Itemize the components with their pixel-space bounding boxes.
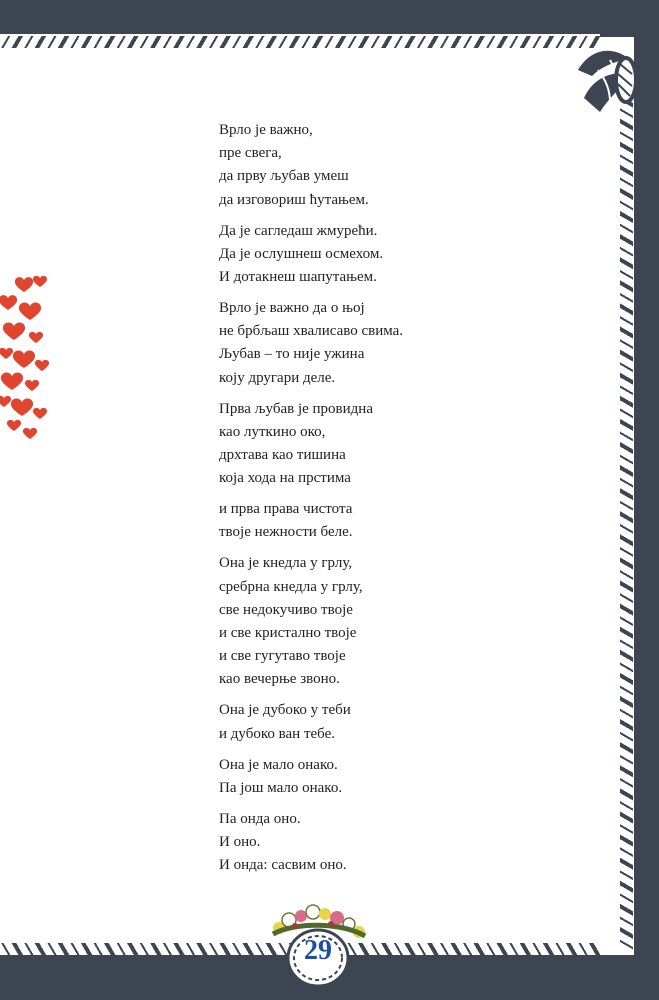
stanza	[219, 552, 539, 691]
poem-line: Прва љубав је провидна	[219, 400, 373, 417]
stanza	[219, 699, 539, 745]
poem-line: која хода на прстима	[219, 470, 351, 487]
stanza	[219, 808, 539, 878]
stanza	[219, 220, 539, 290]
poem-line: пре свега,	[219, 145, 282, 162]
poem-line: да изговориш ћутањем.	[219, 191, 369, 208]
poem-line: Љубав – то није ужина	[219, 346, 365, 363]
poem-text	[219, 119, 539, 885]
poem-line: и све гугутаво твоје	[219, 648, 346, 665]
poem-line: И онда: сасвим оно.	[219, 857, 347, 874]
poem-line: Она је мало онако.	[219, 756, 338, 773]
poem-line: Она је кнедла у грлу,	[219, 555, 353, 572]
poem-line: Врло је важно да о њој	[219, 300, 365, 317]
rope-border-top	[0, 34, 600, 48]
poem-line: све недокучиво твоје	[219, 601, 353, 618]
poem-line: као луткино око,	[219, 423, 326, 440]
poem-line: не брбљаш хвалисаво свима.	[219, 323, 404, 340]
poem-line: Па онда оно.	[219, 810, 301, 827]
poem-line: коју другари деле.	[219, 369, 336, 386]
poem-line: И дотакнеш шапутањем.	[219, 269, 377, 286]
stanza	[219, 297, 539, 390]
poem-line: И оно.	[219, 834, 261, 851]
rope-border-right	[620, 90, 633, 950]
poem-line: Да је сагледаш жмурећи.	[219, 222, 378, 239]
poem-line: твоје нежности беле.	[219, 524, 353, 541]
poem-line: Па још мало онако.	[219, 779, 343, 796]
poem-line: сребрна кнедла у грлу,	[219, 578, 363, 595]
page-number: 29	[304, 935, 332, 966]
poem-line: и све кристално твоје	[219, 625, 357, 642]
stanza	[219, 119, 539, 212]
stanza	[219, 398, 539, 491]
poem-line: Да је ослушнеш осмехом.	[219, 245, 384, 262]
poem-line: као вечерње звоно.	[219, 671, 340, 688]
poem-line: и дубоко ван тебе.	[219, 725, 335, 742]
stanza	[219, 498, 539, 544]
hearts-decoration	[0, 270, 60, 460]
poem-line: да прву љубав умеш	[219, 168, 349, 185]
poem-line: Врло је важно,	[219, 122, 313, 138]
stanza	[219, 754, 539, 800]
rope-knot-icon	[570, 40, 640, 120]
poem-line: Она је дубоко у теби	[219, 702, 351, 719]
poem-line: и прва права чистота	[219, 501, 353, 518]
poem-line: дрхтава као тишина	[219, 447, 346, 464]
